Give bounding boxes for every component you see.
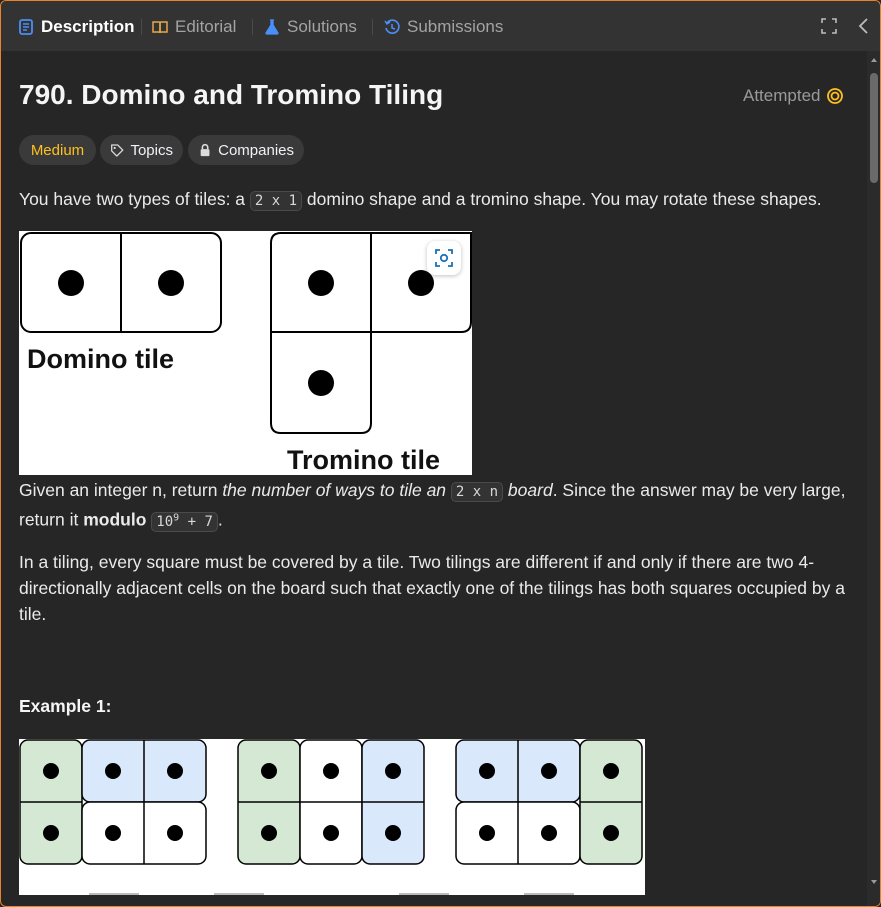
- code-text: + 7: [179, 513, 213, 530]
- text: You have two types of tiles: a: [19, 189, 250, 209]
- lock-icon: [198, 142, 212, 158]
- tab-label: Solutions: [287, 17, 357, 36]
- inline-code: 2 x n: [451, 482, 503, 502]
- scrollbar-thumb[interactable]: [870, 73, 878, 183]
- flask-icon: [263, 18, 281, 36]
- scroll-up-arrow-icon[interactable]: [869, 55, 879, 65]
- emphasis-text: board: [503, 480, 553, 500]
- zoom-image-button[interactable]: [427, 241, 461, 275]
- attempted-icon: [826, 87, 844, 105]
- description-icon: [17, 18, 35, 36]
- companies-label: Companies: [218, 141, 294, 159]
- description-paragraph-3: In a tiling, every square must be covered by a tile. Two tilings are different if and only if there are two 4-directionally adjacent cells on the board such that exactly one of the tilings has both squares occupied by a tile.: [19, 552, 845, 624]
- bold-text: modulo: [83, 509, 147, 530]
- tiles-illustration: [19, 231, 472, 475]
- exponent: 9: [173, 512, 180, 523]
- tab-separator: [252, 19, 253, 35]
- tiles-figure: [19, 231, 472, 475]
- emphasis-text: the number of ways to tile an: [222, 480, 451, 500]
- tab-label: Submissions: [407, 17, 504, 36]
- modulo-code: [151, 512, 218, 532]
- tab-submissions[interactable]: [383, 15, 503, 39]
- tab-solutions[interactable]: [263, 15, 357, 39]
- code-text: 10: [156, 513, 174, 530]
- inline-code: 2 x 1: [250, 191, 302, 211]
- text: .: [217, 509, 223, 530]
- tab-label: Description: [41, 17, 135, 36]
- text: . Since the answer may be very large, return it: [19, 480, 846, 530]
- tag-icon: [110, 142, 124, 159]
- book-icon: [151, 18, 169, 36]
- text: Given an integer n, return: [19, 480, 223, 500]
- tab-description[interactable]: [17, 15, 135, 39]
- attempted-status: [743, 86, 844, 106]
- topics-button[interactable]: [100, 135, 183, 165]
- companies-button[interactable]: [188, 135, 304, 165]
- domino-label: Domino tile: [27, 344, 174, 374]
- problem-title: 790. Domino and Tromino Tiling: [19, 79, 444, 110]
- tab-bar: [1, 1, 880, 51]
- tab-separator: [372, 19, 373, 35]
- topics-label: Topics: [130, 141, 173, 159]
- difficulty-badge[interactable]: [19, 135, 96, 165]
- difficulty-label: Medium: [30, 141, 85, 159]
- example-title: Example 1:: [19, 696, 112, 716]
- status-label: Attempted: [743, 86, 821, 105]
- tab-editorial[interactable]: [151, 15, 236, 39]
- text: domino shape and a tromino shape. You may rotate these shapes.: [302, 189, 822, 209]
- tiling-examples-illustration: [19, 739, 645, 895]
- scan-zoom-icon: [427, 241, 461, 275]
- chevron-left-icon[interactable]: [854, 16, 874, 36]
- scroll-down-arrow-icon[interactable]: [869, 877, 879, 887]
- history-icon: [383, 18, 401, 36]
- example-figure: [19, 739, 645, 895]
- description-paragraph-2: [19, 477, 849, 535]
- expand-icon[interactable]: [819, 16, 839, 36]
- description-paragraph-1: [19, 186, 859, 214]
- tromino-label: Tromino tile: [287, 445, 441, 475]
- tab-separator: [141, 19, 142, 35]
- tab-label: Editorial: [175, 17, 237, 36]
